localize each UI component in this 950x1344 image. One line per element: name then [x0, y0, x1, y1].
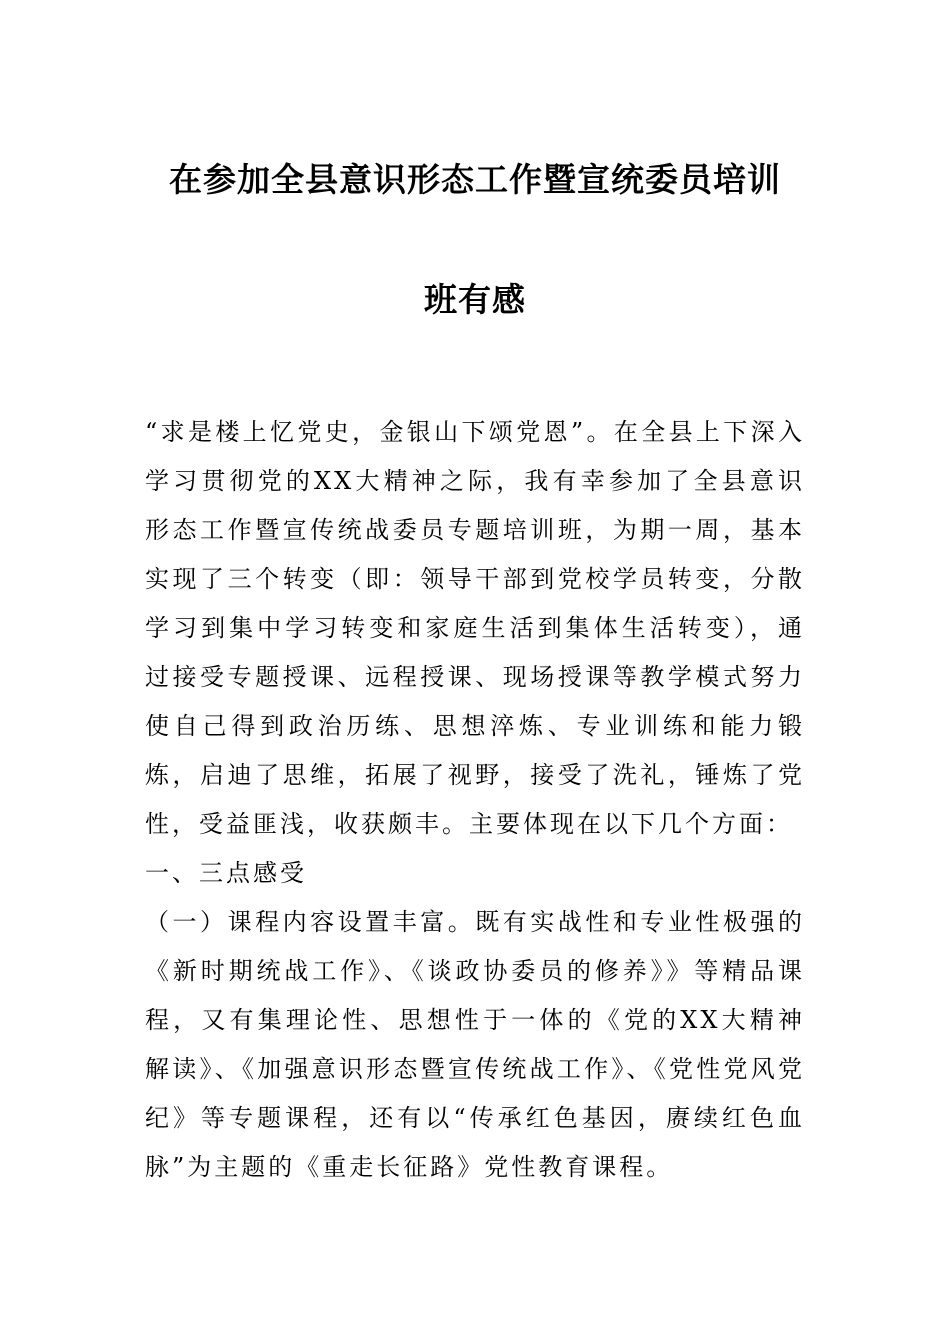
intro-paragraph: “求是楼上忆党史，金银山下颂党恩”。在全县上下深入学习贯彻党的XX大精神之际，我有幸参加了全县意识形态工作暨宣传统战委员专题培训班，为期一周，基本实现了三个转变（即：领导干部到党校学员转变，分散学习到集中学习转变和家庭生活到集体生活转变），通过接受专题授课、远程授课、现场授课等教学模式努力使自己得到政治历练、思想淬炼、专业训练和能力锻炼，启迪了思维，拓展了视野，接受了洗礼，锤炼了党性，受益匪浅，收获颇丰。主要体现在以下几个方面： [145, 418, 805, 838]
document-body [145, 408, 805, 1192]
section-heading: 一、三点感受 [145, 859, 307, 887]
document-title-line-2: 班有感 [424, 280, 526, 319]
subsection-paragraph: （一）课程内容设置丰富。既有实战性和专业性极强的《新时期统战工作》、《谈政协委员的修养》》等精品课程，又有集理论性、思想性于一体的《党的XX大精神解读》、《加强意识形态暨宣传统战工作》、《党性党风党纪》等专题课程，还有以“传承红色基因，赓续红色血脉”为主题的《重走长征路》党性教育课程。 [145, 908, 805, 1181]
document-title-line-1: 在参加全县意识形态工作暨宣统委员培训 [169, 160, 781, 199]
